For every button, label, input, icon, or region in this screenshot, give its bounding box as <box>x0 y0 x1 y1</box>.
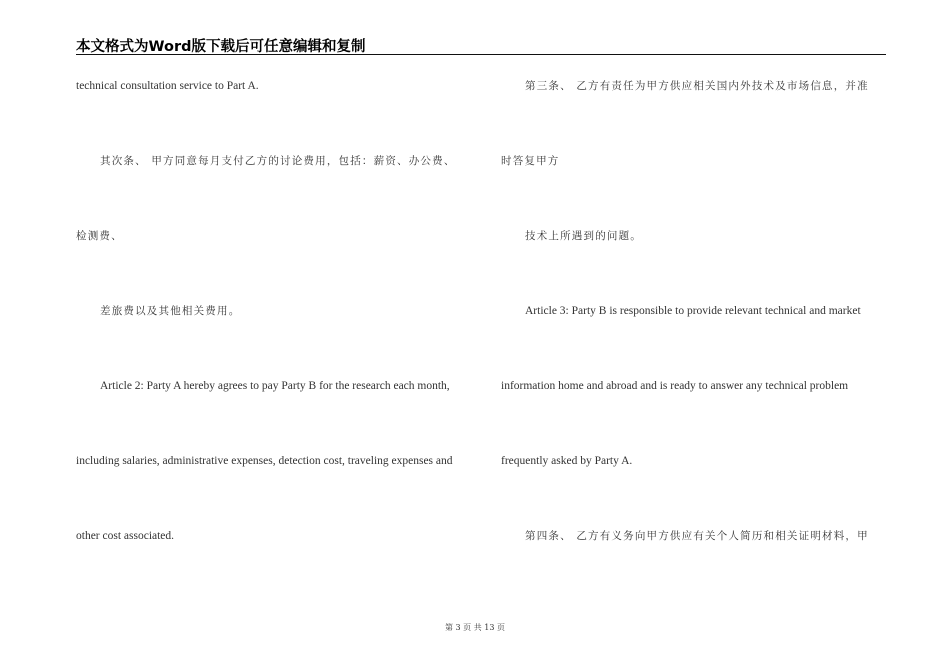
left-column <box>76 0 466 672</box>
left-line-3: 检测费、 <box>76 230 123 242</box>
header-title: 本文格式为Word版下载后可任意编辑和复制 <box>76 39 366 55</box>
right-line-6: frequently asked by Party A. <box>501 455 633 467</box>
left-line-4: 差旅费以及其他相关费用。 <box>100 305 241 317</box>
right-line-2: 时答复甲方 <box>501 155 560 167</box>
right-line-1: 第三条、 乙方有责任为甲方供应相关国内外技术及市场信息，并准 <box>525 80 869 92</box>
left-line-2: 其次条、 甲方同意每月支付乙方的讨论费用，包括：薪资、办公费、 <box>100 155 456 167</box>
right-line-3: 技术上所遇到的问题。 <box>525 230 642 242</box>
right-line-7: 第四条、 乙方有义务向甲方供应有关个人简历和相关证明材料，甲 <box>525 530 869 542</box>
left-line-1: technical consultation service to Part A. <box>76 80 259 92</box>
left-line-7: other cost associated. <box>76 530 175 542</box>
left-line-6: including salaries, administrative expenses, detection cost, traveling expenses and <box>76 455 453 467</box>
right-line-4: Article 3: Party B is responsible to provide relevant technical and market <box>525 305 861 317</box>
right-column <box>501 0 886 672</box>
page-number: 第 3 页 共 13 页 <box>445 623 505 632</box>
left-line-5: Article 2: Party A hereby agrees to pay Party B for the research each month, <box>100 380 450 392</box>
right-line-5: information home and abroad and is ready to answer any technical problem <box>501 380 849 392</box>
